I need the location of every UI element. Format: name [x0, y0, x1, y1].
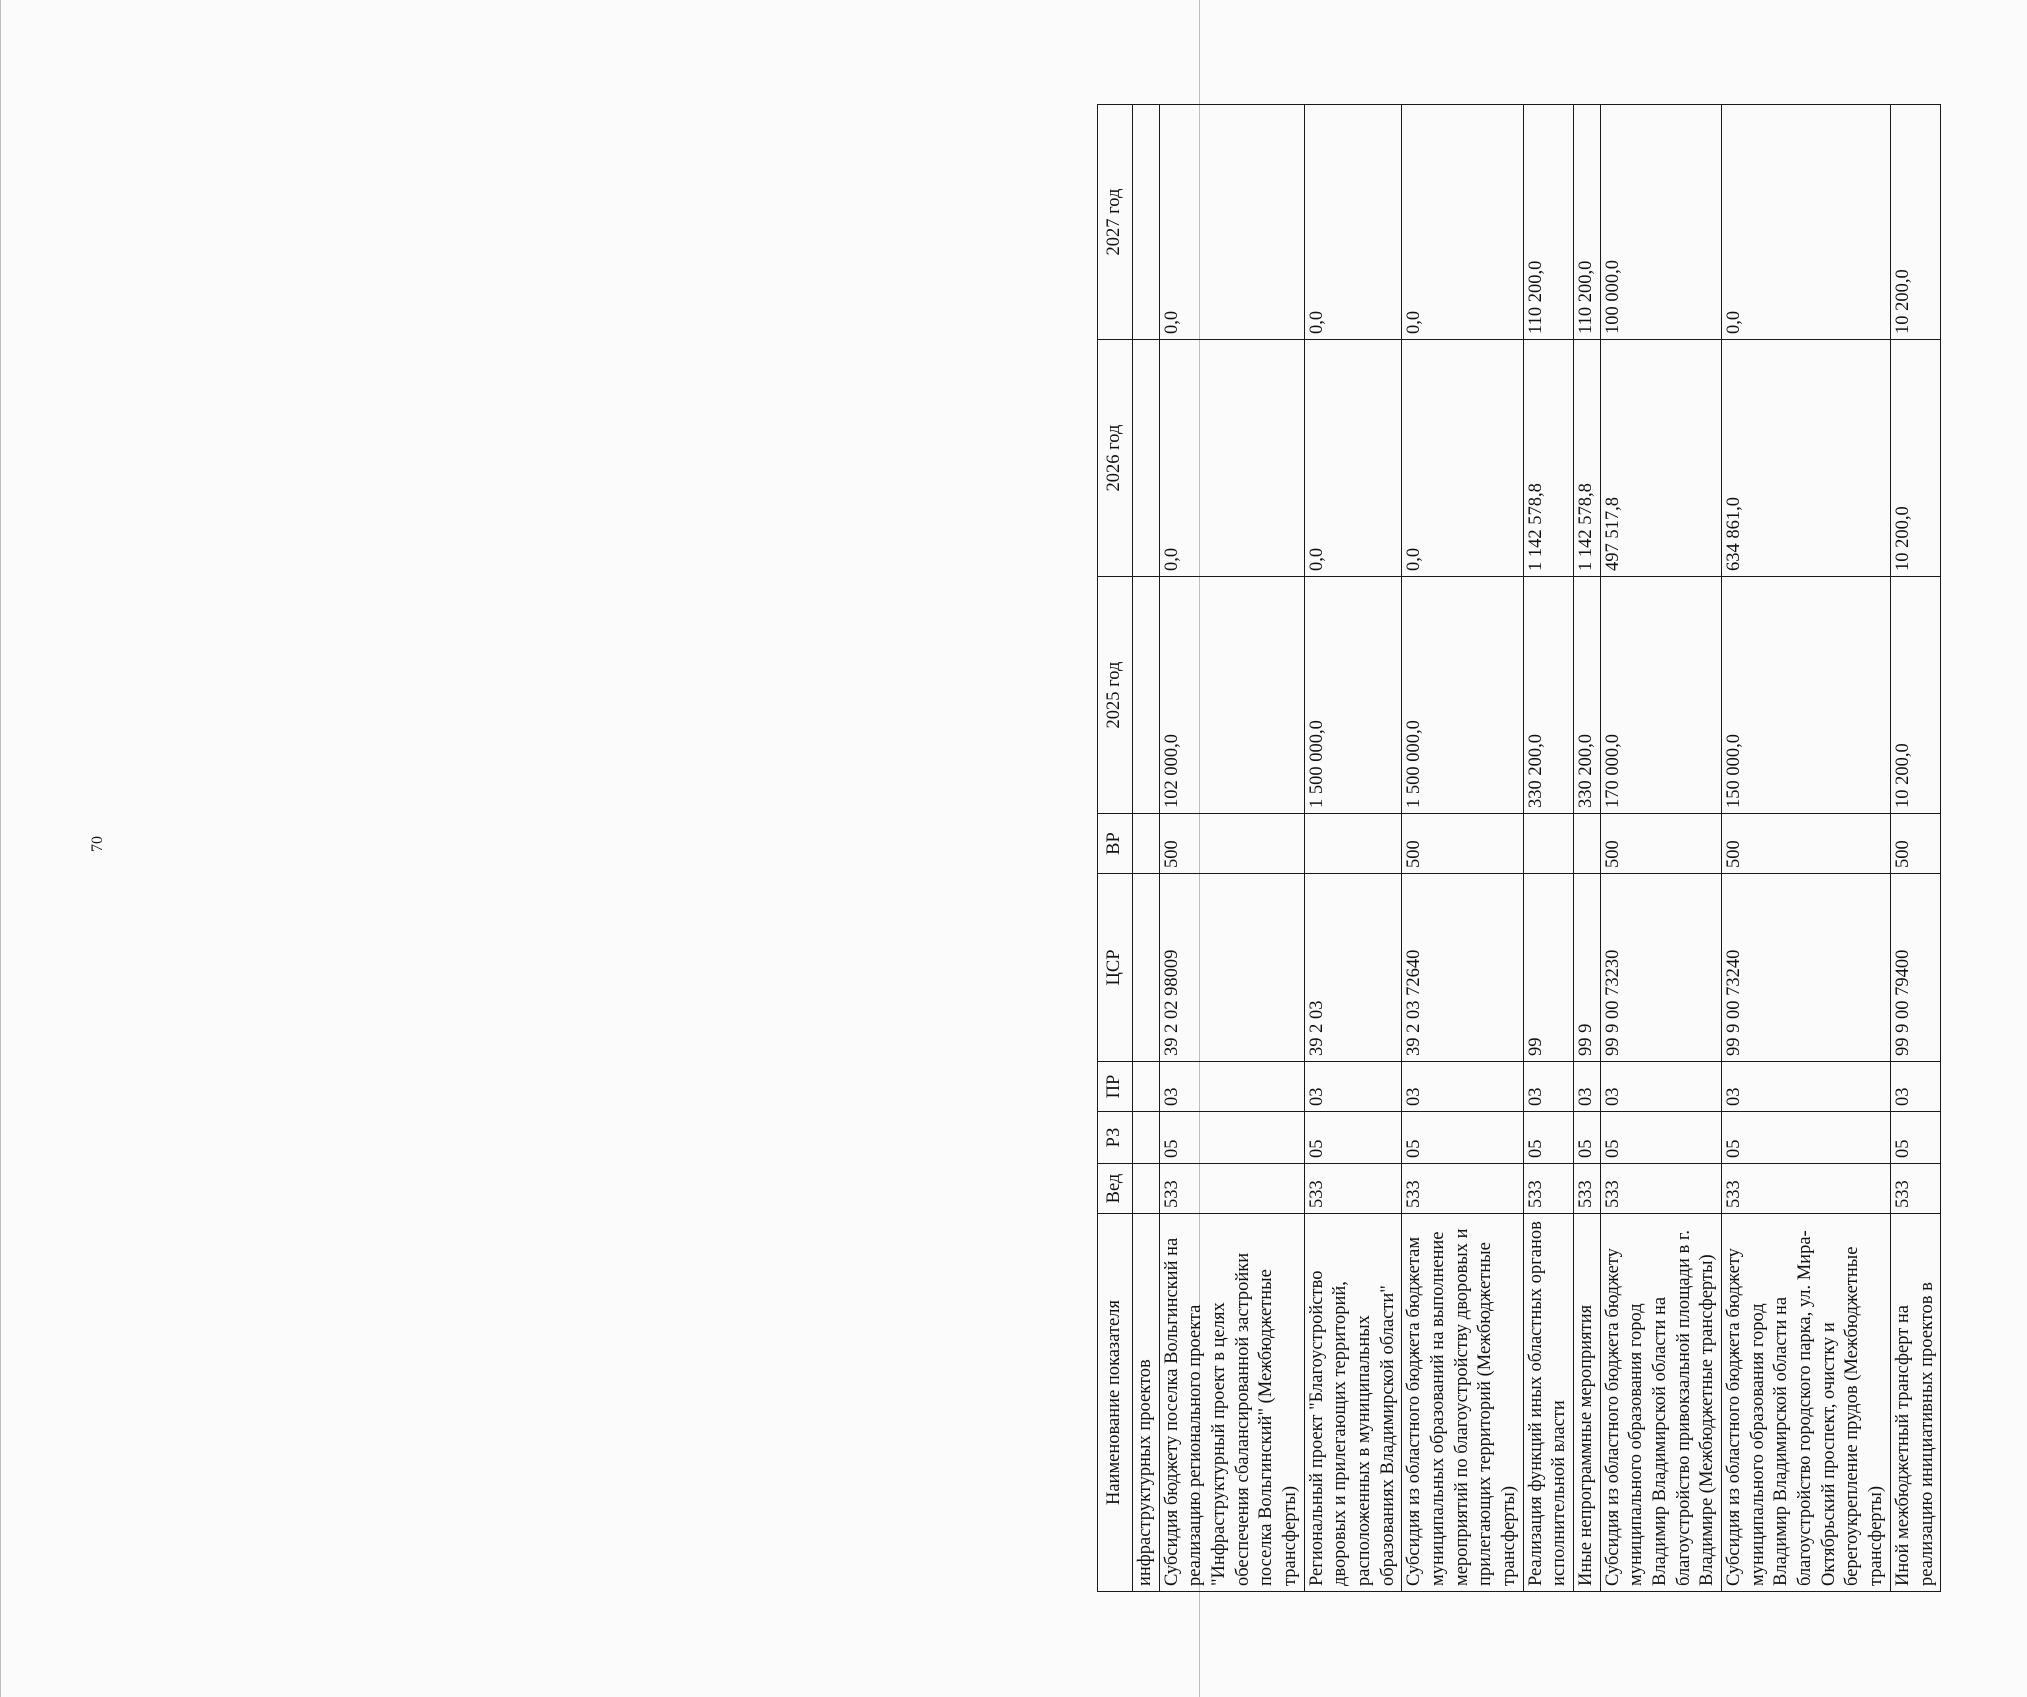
row-rz: 05 — [1600, 1112, 1721, 1164]
row-csr: 39 2 03 — [1304, 874, 1402, 1062]
row-ved: 533 — [1159, 1164, 1304, 1214]
budget-table — [1097, 104, 1941, 1592]
header-name: Наименование показателя — [1098, 1214, 1133, 1592]
scan-left-edge — [0, 0, 1, 1697]
row-ved: 533 — [1600, 1164, 1721, 1214]
row-pr — [1133, 1062, 1160, 1112]
row-vr — [1523, 814, 1573, 874]
row-ved: 533 — [1722, 1164, 1891, 1214]
row-2025: 1 500 000,0 — [1402, 577, 1523, 814]
row-rz: 05 — [1722, 1112, 1891, 1164]
row-ved: 533 — [1402, 1164, 1523, 1214]
row-csr: 99 — [1523, 874, 1573, 1062]
row-rz — [1133, 1112, 1160, 1164]
row-2026 — [1133, 340, 1160, 577]
table-header-row — [1098, 105, 1133, 1592]
row-pr: 03 — [1402, 1062, 1523, 1112]
row-ved: 533 — [1890, 1164, 1940, 1214]
row-2025: 102 000,0 — [1159, 577, 1304, 814]
row-csr — [1133, 874, 1160, 1062]
row-rz: 05 — [1890, 1112, 1940, 1164]
row-2027: 0,0 — [1722, 105, 1891, 340]
row-2026: 1 142 578,8 — [1574, 340, 1601, 577]
row-2027: 0,0 — [1402, 105, 1523, 340]
row-csr: 99 9 00 73240 — [1722, 874, 1891, 1062]
row-2027: 100 000,0 — [1600, 105, 1721, 340]
row-2027: 0,0 — [1304, 105, 1402, 340]
row-name: Субсидия из областного бюджета бюджету муниципального образования город Владимир Владимирской области на благоустройство городского парка, ул. Мира-Октябрьский проспект, очистку и берегоукрепление прудов (Межбюджетные трансферты) — [1722, 1214, 1891, 1592]
row-name: Реализация функций иных областных органов исполнительной власти — [1523, 1214, 1573, 1592]
row-vr: 500 — [1890, 814, 1940, 874]
table-row — [1159, 105, 1304, 1592]
row-vr: 500 — [1159, 814, 1304, 874]
header-ved: Вед — [1098, 1164, 1133, 1214]
row-vr — [1304, 814, 1402, 874]
row-name: Субсидия бюджету поселка Вольгинский на реализацию регионального проекта "Инфраструктурный проект в целях обеспечения сбалансированной застройки поселка Вольгинский" (Межбюджетные трансферты) — [1159, 1214, 1304, 1592]
table-row — [1722, 105, 1891, 1592]
row-csr: 99 9 — [1574, 874, 1601, 1062]
row-2026: 0,0 — [1402, 340, 1523, 577]
row-vr — [1574, 814, 1601, 874]
row-2027 — [1133, 105, 1160, 340]
row-csr: 39 2 03 72640 — [1402, 874, 1523, 1062]
row-pr: 03 — [1722, 1062, 1891, 1112]
row-pr: 03 — [1890, 1062, 1940, 1112]
row-2027: 110 200,0 — [1523, 105, 1573, 340]
page-number: 70 — [89, 836, 106, 852]
row-vr: 500 — [1722, 814, 1891, 874]
row-2026: 1 142 578,8 — [1523, 340, 1573, 577]
row-rz: 05 — [1574, 1112, 1601, 1164]
table-row — [1402, 105, 1523, 1592]
row-2025: 170 000,0 — [1600, 577, 1721, 814]
table-row — [1574, 105, 1601, 1592]
row-rz: 05 — [1523, 1112, 1573, 1164]
row-ved: 533 — [1304, 1164, 1402, 1214]
header-csr: ЦСР — [1098, 874, 1133, 1062]
row-2026: 0,0 — [1304, 340, 1402, 577]
row-name: Региональный проект "Благоустройство дворовых и прилегающих территорий, расположенных в муниципальных образованиях Владимирской области" — [1304, 1214, 1402, 1592]
row-2025: 330 200,0 — [1574, 577, 1601, 814]
header-vr: ВР — [1098, 814, 1133, 874]
row-2026: 497 517,8 — [1600, 340, 1721, 577]
row-2026: 0,0 — [1159, 340, 1304, 577]
row-csr: 99 9 00 79400 — [1890, 874, 1940, 1062]
row-name: Иной межбюджетный трансферт на реализацию инициативных проектов в — [1890, 1214, 1940, 1592]
row-2027: 0,0 — [1159, 105, 1304, 340]
row-pr: 03 — [1523, 1062, 1573, 1112]
row-2026: 634 861,0 — [1722, 340, 1891, 577]
header-2026: 2026 год — [1098, 340, 1133, 577]
row-2025: 150 000,0 — [1722, 577, 1891, 814]
header-2025: 2025 год — [1098, 577, 1133, 814]
table-row — [1304, 105, 1402, 1592]
row-2026: 10 200,0 — [1890, 340, 1940, 577]
row-pr: 03 — [1159, 1062, 1304, 1112]
row-rz: 05 — [1304, 1112, 1402, 1164]
row-ved: 533 — [1523, 1164, 1573, 1214]
header-pr: ПР — [1098, 1062, 1133, 1112]
row-name: Субсидия из областного бюджета бюджету муниципального образования город Владимир Владимирской области на благоустройство привокзальной площади в г. Владимире (Межбюджетные трансферты) — [1600, 1214, 1721, 1592]
table-row — [1523, 105, 1573, 1592]
row-csr: 99 9 00 73230 — [1600, 874, 1721, 1062]
row-name: Иные непрограммные мероприятия — [1574, 1214, 1601, 1592]
row-2025: 1 500 000,0 — [1304, 577, 1402, 814]
row-vr — [1133, 814, 1160, 874]
row-ved: 533 — [1574, 1164, 1601, 1214]
row-rz: 05 — [1402, 1112, 1523, 1164]
row-vr: 500 — [1600, 814, 1721, 874]
row-name: Субсидия из областного бюджета бюджетам муниципальных образований на выполнение мероприятий по благоустройству дворовых и прилегающих территорий (Межбюджетные трансферты) — [1402, 1214, 1523, 1592]
row-ved — [1133, 1164, 1160, 1214]
row-2027: 10 200,0 — [1890, 105, 1940, 340]
row-2025: 10 200,0 — [1890, 577, 1940, 814]
table-row — [1600, 105, 1721, 1592]
row-pr: 03 — [1304, 1062, 1402, 1112]
row-2027: 110 200,0 — [1574, 105, 1601, 340]
table-row — [1133, 105, 1160, 1592]
header-2027: 2027 год — [1098, 105, 1133, 340]
row-pr: 03 — [1574, 1062, 1601, 1112]
row-csr: 39 2 02 98009 — [1159, 874, 1304, 1062]
table-row — [1890, 105, 1940, 1592]
row-2025: 330 200,0 — [1523, 577, 1573, 814]
row-rz: 05 — [1159, 1112, 1304, 1164]
row-name: инфраструктурных проектов — [1133, 1214, 1160, 1592]
header-rz: РЗ — [1098, 1112, 1133, 1164]
row-vr: 500 — [1402, 814, 1523, 874]
row-pr: 03 — [1600, 1062, 1721, 1112]
rotated-table-container — [1097, 105, 2027, 1592]
row-2025 — [1133, 577, 1160, 814]
